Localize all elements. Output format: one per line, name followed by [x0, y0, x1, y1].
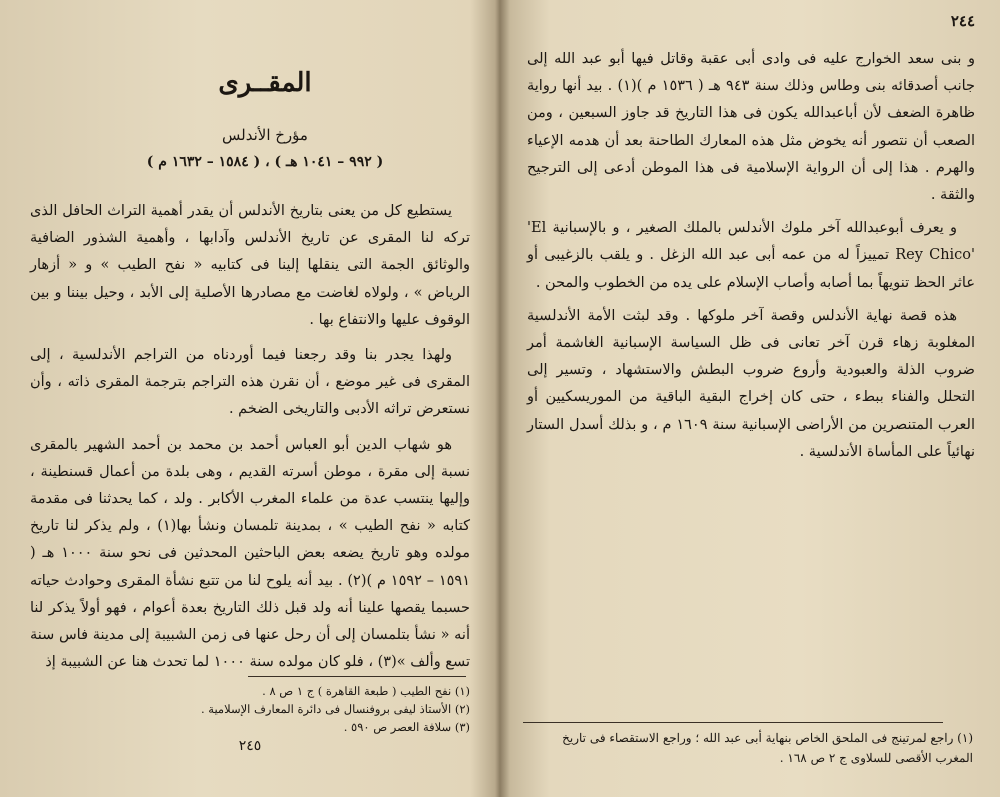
paragraph: هذه قصة نهاية الأندلس وقصة آخر ملوكها . وقد لبثت الأمة الأندلسية المغلوبة زهاء قرن آخر تعانى فى ظل السياسة الإسبانية الغاشمة أمر ضروب الذلة والعبودية وأروع ضروب البطش والاستشهاد ، وتسير إلى التحلل والفناء ببطء ، حتى كان إخراج البقية الباقية من الموريسكيين أو العرب المتنصرين من الأراضى الإسبانية سنة ١٦٠٩ م ، و بذلك أسدل الستار نهائياً على المأساة الأندلسية .	[527, 307, 975, 460]
footnote: (١) نفح الطيب ( طبعة القاهرة ) ج ١ ص ٨ .	[262, 684, 470, 698]
paragraph: يستطيع كل من يعنى بتاريخ الأندلس أن يقدر أهمية التراث الحافل الذى تركه لنا المقرى عن تاريخ الأندلس وآدابها ، وأهمية الشذور الضافية والوثائق الجمة التى ينقلها إلينا فى كتابيه « نفح الطيب » و « أزهار الرياض » ، ولولاه لغاضت مع مصادرها الأصلية إلى الأبد ، وحيل بيننا و بين الوقوف عليها والانتفاع بها .	[30, 203, 470, 328]
footnote-divider	[523, 722, 943, 723]
right-footnotes	[523, 728, 973, 768]
paragraph-text: تمييزاً له من عمه أبى عبد الله الزغل . و يلقب بالزغيبى أو عاثر الحظ تنويهاً بما أصابه وأصاب الإسلام على يده من الخطوب والمحن .	[527, 247, 975, 291]
right-page	[505, 0, 1000, 797]
left-page	[0, 0, 495, 797]
footnote: (٣) سلافة العصر ص ٥٩٠ .	[343, 720, 470, 734]
chapter-subtitle: مؤرخ الأندلس	[222, 126, 308, 144]
right-page-body	[527, 46, 975, 472]
footnote: (٢) الأستاذ ليفى بروفنسال فى دائرة المعارف الإسلامية .	[200, 702, 470, 716]
paragraph: هو شهاب الدين أبو العباس أحمد بن محمد بن أحمد الشهير بالمقرى نسبة إلى مقرة ، موطن أسرته القديم ، وهى بلدة من أعمال قسنطينة ، وإليها ينتسب عدة من علماء المغرب الأكابر . ولد ، كما يحدثنا فى مقدمة كتابه « نفح الطيب » ، بمدينة تلمسان ونشأ بها(١) ، ولم يذكر لنا تاريخ مولده وهو تاريخ يضعه بعض الباحثين المحدثين فى نحو سنة ١٠٠٠ هـ ( ١٥٩١ – ١٥٩٢ م )(٢) . بيد أنه يلوح لنا من تتبع نشأة المقرى وحوادث حياته حسبما يقصها علينا أنه ولد قبل ذلك التاريخ بعدة أعوام ، فهو أولاً يذكر لنا أنه « نشأ بتلمسان إلى أن رحل عنها فى زمن الشبيبة إلى مدينة فاس سنة تسع وألف »(٣) ، فلو كان مولده سنة ١٠٠٠ لما تحدث هنا عن الشبيبة إذ	[30, 436, 470, 671]
chapter-dates: ( ٩٩٢ – ١٠٤١ هـ ) ، ( ١٥٨٤ – ١٦٣٢ م )	[146, 154, 384, 170]
page-number: ٢٤٤	[950, 12, 975, 30]
paragraph-text: و يعرف أبوعبدالله آخر ملوك الأندلس بالملك الصغير ، و بالإسبانية	[546, 220, 957, 237]
chapter-title: المقــرى	[218, 68, 312, 98]
footnote: (١) راجع لمرتينج فى الملحق الخاص بنهاية أبى عبد الله ؛ وراجع الاستقصاء فى تاريخ المغرب الأقصى للسلاوى ج ٢ ص ١٦٨ .	[562, 731, 973, 765]
paragraph: و بنى سعد الخوارج عليه فى وادى أبى عقبة وقاتل فيها أبو عبد الله إلى جانب أصدقائه بنى وطاس وذلك سنة ٩٤٣ هـ ( ١٥٣٦ م )(١) . بيد أنها رواية ظاهرة الضعف لأن أباعبدالله يكون فى هذا التاريخ قد جاوز السبعين ، ومن الصعب أن نتصور أنه يخوض مثل هذه المعارك الطاحنة بعد أن هدمه الإعياء والهرم . هذا إلى أن الرواية الإسلامية فى هذا الموطن أدعى إلى الترجيح والثقة .	[527, 51, 975, 204]
footnote-divider	[248, 676, 466, 677]
left-page-body	[30, 198, 470, 684]
paragraph: ولهذا يجدر بنا وقد رجعنا فيما أوردناه من التراجم الأندلسية ، إلى المقرى فى غير موضع ، أن نقرن هذه التراجم بترجمة المقرى ذاته ، وأن نستعرض تراثه الأدبى والتاريخى الضخم .	[30, 347, 470, 418]
latin-phrase: 'El Rey Chico'	[527, 220, 976, 264]
page-number: ٢٤٥	[238, 738, 262, 754]
left-footnotes	[200, 682, 470, 736]
paragraph	[527, 215, 975, 297]
